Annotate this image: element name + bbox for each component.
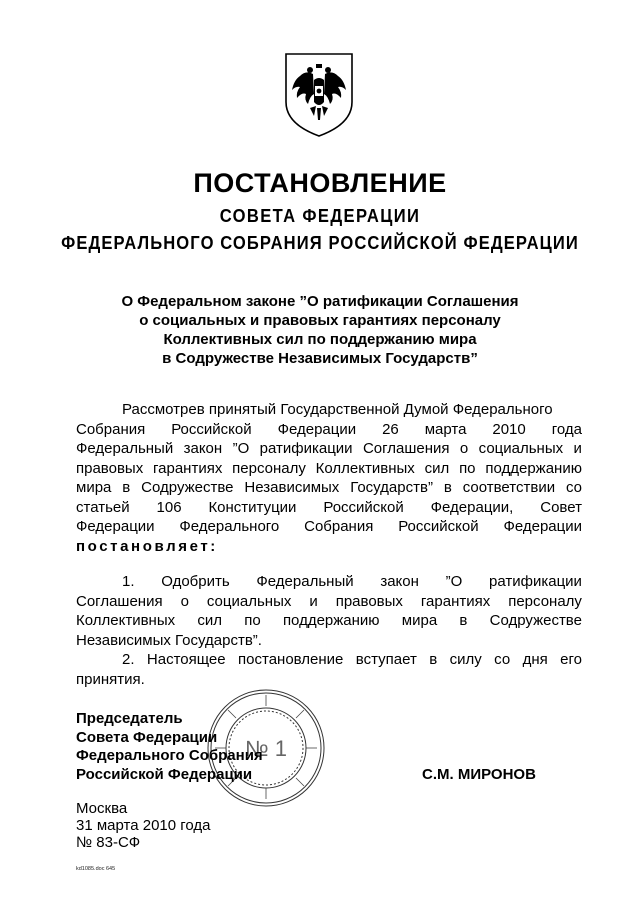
word: гарантиях: [153, 459, 223, 477]
word: постановление: [238, 651, 344, 668]
word: дня: [522, 651, 548, 668]
word: сил: [197, 612, 222, 629]
seal-number: № 1: [245, 736, 287, 761]
text-line: [76, 498, 582, 518]
word: Одобрить: [161, 573, 230, 590]
subject-line: в Содружестве Независимых Государств”: [162, 350, 478, 367]
word: его: [560, 651, 582, 668]
word: правовых: [335, 592, 403, 610]
preamble-paragraph: [76, 400, 582, 556]
text-line: [76, 439, 582, 459]
issuer-line-2: ФЕДЕРАЛЬНОГО СОБРАНИЯ РОССИЙСКОЙ ФЕДЕРАЦИИ: [61, 233, 579, 253]
word: поддержанию: [282, 612, 380, 629]
word: 106: [156, 498, 182, 516]
word: Собрания: [76, 420, 146, 438]
word: марта: [424, 420, 467, 438]
word: Коллективных: [76, 612, 176, 629]
text-line: [76, 611, 582, 631]
word: Независимых: [244, 479, 340, 496]
word: в: [459, 612, 468, 629]
word: Федерации: [503, 518, 582, 535]
word: Федерации: [76, 518, 155, 535]
word: Содружестве: [141, 479, 234, 496]
word: Содружестве: [489, 612, 582, 629]
word: Федеральный: [76, 440, 174, 457]
signatory-position: [76, 710, 263, 784]
word: гарантиях: [420, 592, 491, 610]
word: Федерации: [277, 420, 357, 438]
word: в: [429, 651, 438, 668]
word: персоналу: [508, 592, 582, 610]
word: Федерации,: [430, 498, 514, 516]
issue-place: Москва: [76, 800, 128, 817]
word: по: [244, 612, 261, 629]
subject-line: О Федеральном законе ”О ратификации Соглашения: [121, 293, 519, 310]
state-emblem-icon: [280, 50, 358, 140]
word: со: [565, 479, 582, 496]
word: со: [494, 651, 511, 668]
signatory-name: С.М. МИРОНОВ: [422, 766, 536, 783]
issue-details: [76, 800, 211, 851]
word: Федерального: [179, 518, 280, 535]
word: мира: [76, 479, 112, 496]
word: 1.: [122, 573, 135, 590]
word: и: [309, 592, 318, 610]
item-2-paragraph: [76, 650, 582, 689]
word: правовых: [76, 459, 144, 477]
word: Российской: [323, 498, 404, 516]
word: Соглашения: [362, 440, 450, 457]
document-number: № 83-СФ: [76, 834, 141, 851]
word: силу: [449, 651, 482, 668]
text-line: Независимых Государств”.: [76, 631, 262, 649]
issue-date: 31 марта 2010 года: [76, 817, 211, 834]
position-line: Совета Федерации: [76, 728, 218, 746]
word: 2010: [492, 420, 526, 438]
text-line: [76, 572, 582, 592]
word: года: [551, 420, 582, 438]
issuer-line-1: СОВЕТА ФЕДЕРАЦИИ: [219, 206, 421, 226]
word: Соглашения: [76, 592, 163, 610]
word: ”О: [445, 573, 463, 590]
word: поддержанию: [485, 459, 582, 477]
word: вступает: [355, 651, 417, 668]
word: о: [180, 592, 189, 610]
word: о: [459, 440, 469, 457]
word: соответствии: [462, 479, 556, 496]
word: ратификации: [259, 440, 353, 457]
word: Российской: [171, 420, 252, 438]
word: Коллективных: [315, 459, 415, 477]
word: Российской: [398, 518, 479, 535]
position-line: Российской Федерации: [76, 765, 253, 783]
word: в: [443, 479, 452, 496]
word: в: [122, 479, 131, 496]
word: Настоящее: [146, 651, 226, 668]
word: Федеральный: [256, 573, 354, 590]
text-line: [76, 592, 582, 612]
text-line: Рассмотрев принятый Государственной Думой Федерального: [122, 401, 553, 418]
document-title: ПОСТАНОВЛЕНИЕ: [193, 168, 447, 198]
decree-word: постановляет:: [76, 537, 218, 555]
word: и: [573, 440, 582, 457]
file-reference: kd1085.doc 645: [76, 866, 116, 872]
word: сил: [424, 459, 450, 477]
word: закон: [380, 573, 419, 590]
resolution-subject: [90, 292, 550, 368]
word: по: [459, 459, 476, 477]
word: ратификации: [489, 573, 582, 590]
word: Государств”: [350, 479, 433, 496]
word: Собрания: [304, 518, 374, 535]
subject-line: Коллективных сил по поддержанию мира: [163, 331, 477, 348]
text-line: [76, 517, 582, 537]
word: мира: [401, 612, 438, 629]
word: социальных: [206, 592, 292, 610]
text-line: принятия.: [76, 670, 145, 688]
text-line: [76, 478, 582, 498]
word: статьей: [76, 498, 130, 516]
word: Конституции: [208, 498, 297, 516]
word: 2.: [122, 651, 135, 668]
text-line: [76, 459, 582, 479]
word: ”О: [232, 440, 250, 457]
word: персоналу: [232, 459, 306, 477]
word: закон: [183, 440, 223, 457]
word: 26: [382, 420, 399, 438]
position-line: Председатель: [76, 710, 183, 727]
word: социальных: [478, 440, 564, 457]
item-1-paragraph: [76, 572, 582, 650]
position-line: Федерального Собрания: [76, 747, 263, 764]
text-line: [76, 420, 582, 440]
word: Совет: [540, 498, 582, 516]
text-line: [76, 650, 582, 670]
subject-line: о социальных и правовых гарантиях персоналу: [139, 312, 501, 329]
